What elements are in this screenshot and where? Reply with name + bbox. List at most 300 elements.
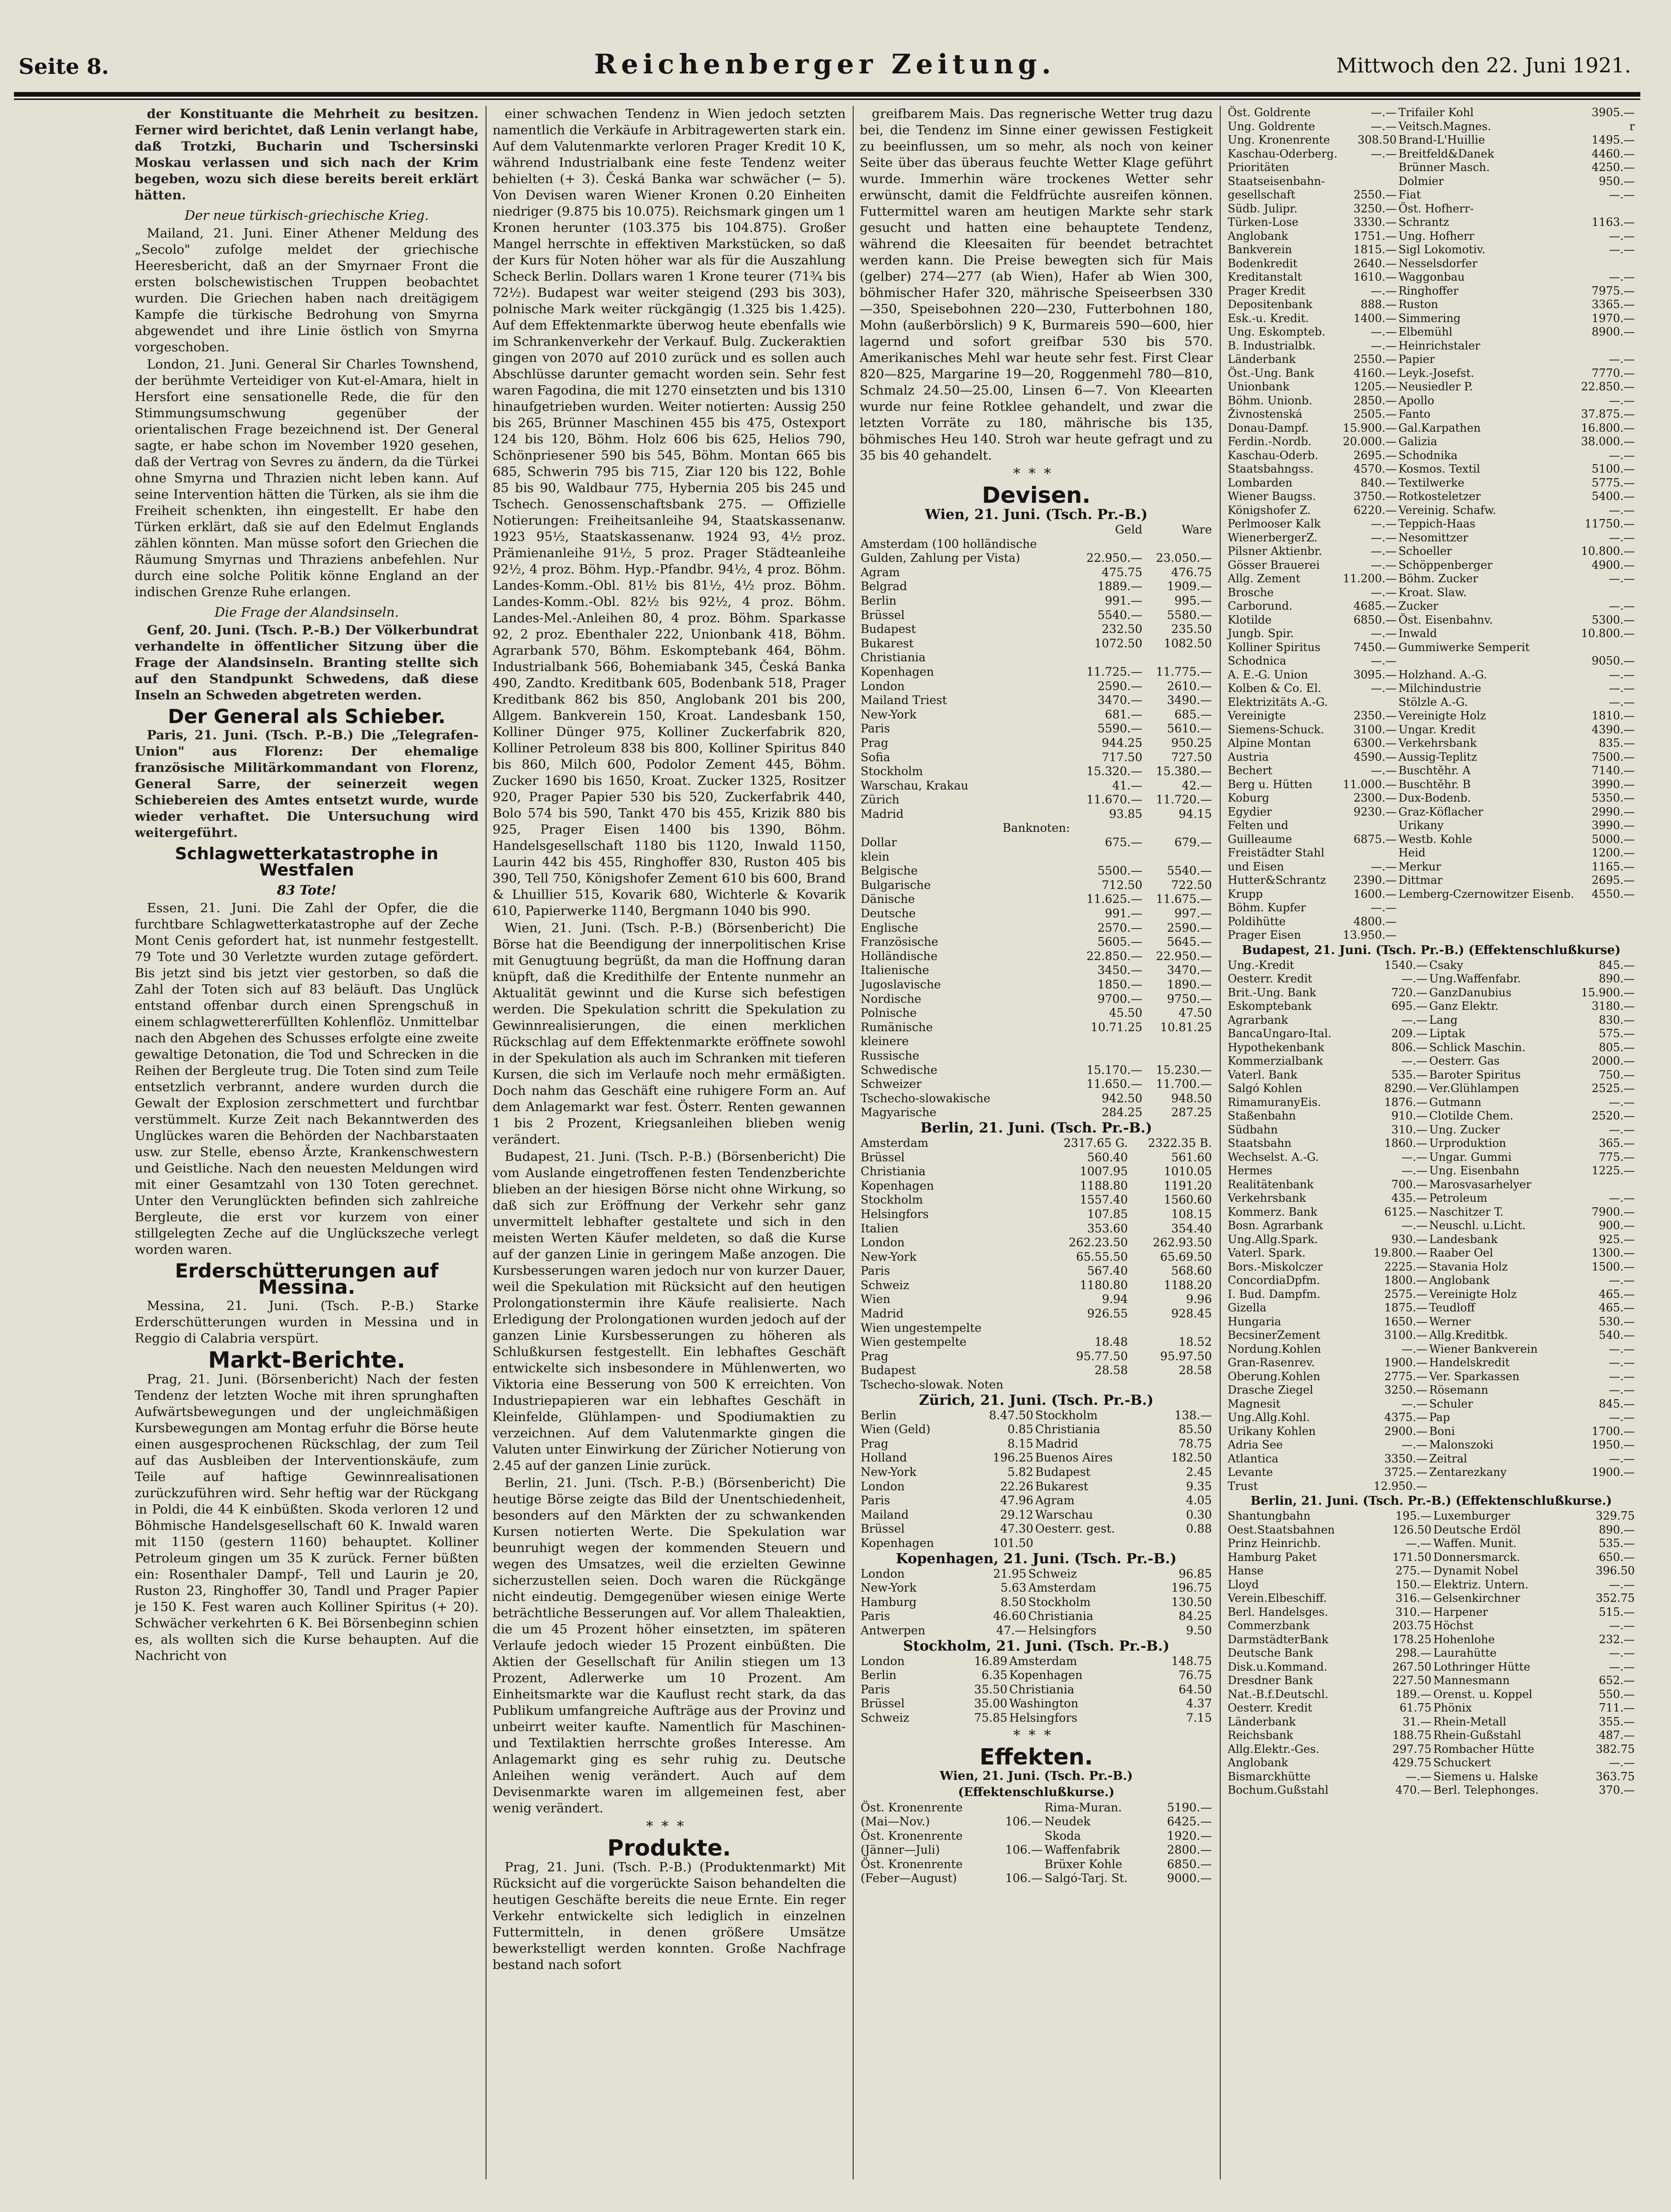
table-cell: —.— bbox=[1401, 1342, 1428, 1356]
table-cell: Ruston bbox=[1398, 298, 1438, 311]
table-cell: 11.700.— bbox=[1156, 1077, 1212, 1091]
table-cell: 126.50 bbox=[1392, 1523, 1432, 1536]
berlin-effekten-table bbox=[1227, 1509, 1636, 1797]
table-cell: Südb. Julipr. bbox=[1228, 202, 1298, 215]
table-cell: Pap bbox=[1429, 1411, 1450, 1424]
table-cell: Stavania Holz bbox=[1429, 1260, 1508, 1273]
table-cell: Böhm. Kupfer bbox=[1228, 901, 1306, 914]
table-cell: 15.230.— bbox=[1156, 1063, 1212, 1077]
table-row bbox=[860, 1536, 1213, 1551]
table-cell: 475.75 bbox=[1101, 565, 1143, 579]
table-row bbox=[860, 949, 1213, 964]
table-cell: 2640.— bbox=[1353, 257, 1397, 270]
table-cell bbox=[1579, 257, 1636, 271]
table-cell: 1400.— bbox=[1353, 311, 1397, 325]
table-cell: —.— bbox=[1405, 1770, 1432, 1783]
table-row bbox=[1227, 1000, 1636, 1014]
table-cell: 188.75 bbox=[1392, 1729, 1432, 1742]
table-cell: 470.— bbox=[1395, 1784, 1432, 1797]
table-cell: —.— bbox=[1370, 558, 1397, 572]
table-cell: 8.15 bbox=[1007, 1436, 1033, 1450]
table-cell: London bbox=[861, 679, 905, 693]
table-cell: Elbemühl bbox=[1398, 325, 1453, 338]
table-cell: 2590.— bbox=[1097, 679, 1143, 693]
table-cell: Clotilde Chem. bbox=[1429, 1109, 1513, 1122]
table-cell: 535.— bbox=[1599, 1537, 1635, 1550]
table-row bbox=[1227, 696, 1636, 710]
table-cell: 930.— bbox=[1391, 1232, 1428, 1246]
table-cell: Disk.u.Kommand. bbox=[1228, 1660, 1328, 1673]
table-cell: 2390.— bbox=[1353, 874, 1397, 887]
table-cell: Stockholm bbox=[861, 764, 923, 778]
table-cell: 2695.— bbox=[1592, 874, 1635, 887]
table-cell: 15.320.— bbox=[1086, 764, 1143, 778]
table-row bbox=[860, 1049, 1213, 1063]
table-cell: 900.— bbox=[1599, 1219, 1635, 1232]
column-divider bbox=[853, 106, 854, 2179]
table-row bbox=[1227, 449, 1636, 463]
table-cell: Ringhoffer bbox=[1398, 284, 1459, 297]
table-row bbox=[1227, 1054, 1636, 1068]
table-cell: Berlin bbox=[861, 1408, 897, 1422]
table-cell: —.— bbox=[1370, 586, 1397, 599]
table-cell: 5540.— bbox=[1097, 608, 1143, 622]
table-row bbox=[860, 1815, 1213, 1829]
table-cell: Rhein-Metall bbox=[1433, 1715, 1507, 1728]
table-cell: 10.81.25 bbox=[1160, 1020, 1212, 1034]
table-cell: (Feber—August) bbox=[861, 1871, 957, 1885]
table-cell: 9050.— bbox=[1592, 654, 1635, 667]
table-cell: 1751.— bbox=[1353, 229, 1397, 243]
table-cell: 1560.60 bbox=[1164, 1193, 1212, 1207]
table-cell: 700.— bbox=[1391, 1178, 1428, 1191]
table-cell: Inwald bbox=[1398, 627, 1437, 640]
table-cell: Reichsbank bbox=[1228, 1729, 1293, 1742]
table-cell: Öst.-Ung. Bank bbox=[1228, 366, 1314, 380]
table-cell: Böhm. Zucker bbox=[1398, 572, 1478, 585]
table-cell: Gelsenkirchner bbox=[1433, 1592, 1520, 1605]
table-cell: New-York bbox=[861, 707, 917, 721]
table-row bbox=[1227, 860, 1636, 874]
column-1 bbox=[135, 106, 479, 2179]
table-cell bbox=[1074, 850, 1144, 864]
table-row bbox=[1227, 764, 1636, 778]
table-cell: Siemens u. Halske bbox=[1433, 1770, 1538, 1783]
table-cell: Laurahütte bbox=[1433, 1646, 1497, 1659]
table-row bbox=[860, 921, 1213, 935]
table-cell bbox=[1129, 1321, 1213, 1336]
table-cell: Dollar bbox=[861, 836, 897, 849]
table-row bbox=[860, 1857, 1213, 1872]
table-cell: Eskomptebank bbox=[1228, 1000, 1312, 1013]
table-cell: Kopenhagen bbox=[1009, 1668, 1083, 1682]
table-row bbox=[1227, 312, 1636, 326]
table-cell: 20.000.— bbox=[1342, 435, 1397, 448]
table-row bbox=[860, 836, 1213, 850]
table-cell: Donau-Dampf. bbox=[1228, 421, 1309, 434]
table-cell: 550.— bbox=[1599, 1687, 1635, 1701]
table-cell: 2590.— bbox=[1167, 921, 1212, 935]
table-cell: 37.875.— bbox=[1581, 408, 1635, 421]
table-cell: 15.380.— bbox=[1156, 764, 1212, 778]
table-row bbox=[860, 750, 1213, 765]
table-row bbox=[1227, 1315, 1636, 1329]
table-cell: 297.75 bbox=[1392, 1742, 1432, 1756]
table-row bbox=[860, 1843, 1213, 1857]
table-row bbox=[1227, 476, 1636, 490]
table-cell: 11.675.— bbox=[1156, 892, 1212, 906]
table-row bbox=[860, 693, 1213, 708]
table-cell: Schweizer bbox=[861, 1077, 922, 1091]
table-cell: —.— bbox=[1609, 229, 1635, 243]
table-row bbox=[1227, 750, 1636, 764]
table-cell: Wien ungestempelte bbox=[861, 1321, 982, 1335]
table-row bbox=[1227, 1041, 1636, 1055]
table-cell bbox=[1341, 819, 1397, 833]
table-row bbox=[860, 864, 1213, 878]
table-cell: 675.— bbox=[1105, 836, 1143, 849]
table-row bbox=[860, 637, 1213, 651]
table-row bbox=[1227, 1123, 1636, 1137]
table-cell: 3100.— bbox=[1353, 723, 1397, 736]
table-cell: Holländische bbox=[861, 949, 938, 963]
table-cell: 76.75 bbox=[1178, 1668, 1212, 1682]
table-cell: 101.50 bbox=[993, 1536, 1033, 1550]
table-cell bbox=[1074, 1049, 1144, 1063]
table-cell: Oesterr. Kredit bbox=[1228, 972, 1312, 985]
table-cell: Anglobank bbox=[1228, 229, 1288, 243]
table-cell bbox=[1566, 1178, 1636, 1192]
table-cell: Zucker bbox=[1398, 599, 1439, 612]
table-cell: Helsingfors bbox=[1028, 1623, 1097, 1637]
table-row bbox=[860, 1207, 1213, 1222]
table-cell: Lothringer Hütte bbox=[1433, 1660, 1531, 1673]
table-cell: Mailand Triest bbox=[861, 693, 947, 707]
table-cell: 11.775.— bbox=[1156, 665, 1212, 678]
table-cell: 2550.— bbox=[1353, 353, 1397, 366]
table-cell: 925.— bbox=[1599, 1232, 1635, 1246]
table-cell: Oesterr. Gas bbox=[1429, 1054, 1500, 1067]
table-cell: —.— bbox=[1609, 1452, 1635, 1465]
table-row bbox=[860, 1683, 1213, 1697]
devisen-stockholm-table bbox=[860, 1654, 1213, 1725]
table-cell: Vereinigte Holz bbox=[1429, 1287, 1517, 1301]
table-row bbox=[860, 665, 1213, 679]
table-cell: —.— bbox=[1609, 599, 1635, 612]
table-cell: Kolben & Co. El. bbox=[1228, 682, 1322, 695]
table-cell bbox=[1397, 901, 1579, 915]
table-cell: Berl. Telephonges. bbox=[1433, 1784, 1539, 1797]
table-cell: Felten und bbox=[1228, 819, 1289, 832]
table-cell: Budapest bbox=[861, 622, 916, 636]
table-cell: 1815.— bbox=[1353, 243, 1397, 256]
table-cell: 942.50 bbox=[1101, 1091, 1143, 1105]
table-cell: 750.— bbox=[1599, 1068, 1635, 1081]
table-cell: Vereinigte bbox=[1228, 709, 1286, 722]
table-cell: (Mai—Nov.) bbox=[861, 1815, 930, 1829]
article-paragraph: Berlin, 21. Juni. (Tsch. P.-B.) (Börsenbericht) Die heutige Börse zeigte das Bild der Unentschiedenheit, besonders auf den Märkten der zu schwankenden Kursen notierten Werte. Die Spekulation war beunruhigt wegen der kommenden Steuern und wegen des Umsatzes, weil die erzielten Gewinne sicherzustellen seien. Doch waren die Rückgänge nicht eindeutig. Demgegenüber wiesen einige Werte beträchtliche Besserungen auf. Vor allem Thaleaktien, die um 45 Prozent höher einsetzten, im späteren Verlaufe jedoch wieder 15 Prozent einbüßten. Die Aktien der Gesellschaft für Anilin stiegen um 13 Prozent, Adlerwerke um 10 Prozent. Am Einheitsmarkte war die Kauflust recht stark, da das Publikum umfangreiche Aufträge aus der Provinz und unbeirrt weiter kaufte. Namentlich für Maschinen- und Textilaktien herrschte großes Interesse. Am Anlagemarkt ging es sehr ruhig zu. Deutsche Anleihen wenig verändert. Auch auf dem Devisenmarkte waren im allgemeinen fest, aber wenig verändert. bbox=[493, 1475, 846, 1816]
table-cell: Pilsner Aktienbr. bbox=[1228, 545, 1322, 558]
table-cell: 2322.35 B. bbox=[1148, 1136, 1212, 1150]
table-cell: 2550.— bbox=[1353, 188, 1397, 201]
table-cell: 890.— bbox=[1599, 972, 1635, 985]
table-cell: Landesbank bbox=[1429, 1232, 1498, 1246]
table-cell: 1300.— bbox=[1592, 1246, 1635, 1259]
table-cell: Ungar. Kredit bbox=[1398, 723, 1476, 736]
table-row bbox=[860, 1020, 1213, 1035]
column-divider bbox=[1220, 106, 1221, 2179]
table-row bbox=[860, 1292, 1213, 1307]
table-cell: 287.25 bbox=[1171, 1106, 1212, 1119]
table-cell: 2525.— bbox=[1592, 1082, 1635, 1095]
table-cell: Nesomittzer bbox=[1398, 531, 1468, 544]
table-row bbox=[1227, 1425, 1636, 1439]
table-row bbox=[860, 1106, 1213, 1120]
table-cell: 148.75 bbox=[1171, 1654, 1212, 1668]
masthead: Reichenberger Zeitung. bbox=[594, 48, 1056, 80]
table-cell: Ung.Waffenfabr. bbox=[1429, 972, 1521, 985]
table-cell: 365.— bbox=[1599, 1137, 1635, 1150]
table-cell: Phönix bbox=[1433, 1701, 1472, 1714]
table-row bbox=[1227, 586, 1636, 600]
table-cell: Kopenhagen bbox=[861, 1178, 934, 1192]
table-row bbox=[860, 537, 1213, 552]
article-subheading: Die Frage der Alandsinseln. bbox=[214, 605, 399, 620]
table-cell: Kaschau-Oderberg. bbox=[1228, 147, 1338, 160]
table-cell: Staatsbahngss. bbox=[1228, 462, 1314, 475]
table-cell bbox=[1341, 846, 1397, 860]
table-row bbox=[1227, 435, 1636, 449]
table-row bbox=[860, 1222, 1213, 1236]
table-cell: Buschtěhr. B bbox=[1398, 777, 1471, 791]
table-cell: 5645.— bbox=[1167, 935, 1212, 949]
table-cell: —.— bbox=[1401, 1150, 1428, 1164]
table-cell: Paris bbox=[861, 1494, 890, 1508]
table-cell: 1876.— bbox=[1384, 1095, 1428, 1109]
table-cell: Christiania bbox=[861, 651, 926, 665]
table-cell: Depositenbank bbox=[1228, 298, 1313, 311]
table-cell: Italienische bbox=[861, 963, 929, 977]
table-row bbox=[1227, 230, 1636, 244]
table-cell: 6220.— bbox=[1353, 503, 1397, 517]
table-cell: Amsterdam (100 holländische bbox=[861, 537, 1037, 551]
table-cell: Brüssel bbox=[861, 1522, 905, 1536]
table-cell: Bochum.Gußstahl bbox=[1228, 1784, 1329, 1797]
table-cell: 3100.— bbox=[1384, 1329, 1428, 1342]
table-row bbox=[1227, 791, 1636, 805]
table-cell: London bbox=[861, 1479, 905, 1493]
table-cell: 465.— bbox=[1599, 1287, 1635, 1301]
table-cell: Teudloff bbox=[1429, 1301, 1475, 1314]
table-cell: 711.— bbox=[1599, 1701, 1635, 1714]
table-cell: Vereinigte Holz bbox=[1398, 709, 1486, 722]
table-cell: 15.900.— bbox=[1581, 986, 1635, 999]
table-cell: Lang bbox=[1429, 1013, 1458, 1027]
table-cell: Christiania bbox=[1035, 1422, 1100, 1436]
table-cell: Allg. Zement bbox=[1228, 572, 1301, 585]
table-cell: Verkehrsbank bbox=[1398, 737, 1477, 750]
table-cell: 329.75 bbox=[1596, 1509, 1635, 1522]
table-cell: 2317.65 G. bbox=[1063, 1136, 1128, 1150]
table-cell: Trifailer Kohl bbox=[1398, 106, 1474, 119]
table-cell: —.— bbox=[1405, 1537, 1432, 1550]
table-row bbox=[1227, 1606, 1636, 1620]
table-cell: Öst. Kronenrente bbox=[861, 1857, 963, 1871]
table-cell: 1600.— bbox=[1353, 887, 1397, 901]
table-cell: 4390.— bbox=[1592, 723, 1635, 736]
table-cell bbox=[1397, 915, 1579, 929]
dateline: Mittwoch den 22. Juni 1921. bbox=[1336, 54, 1631, 78]
table-cell: Deutsche Bank bbox=[1228, 1646, 1313, 1659]
table-cell: 3365.— bbox=[1592, 298, 1635, 311]
table-cell: Harpener bbox=[1433, 1605, 1488, 1619]
table-cell: 1165.— bbox=[1592, 860, 1635, 873]
table-cell: Ver. Sparkassen bbox=[1429, 1369, 1520, 1383]
table-cell: Brüssel bbox=[861, 1697, 905, 1711]
table-cell: Warschau, Krakau bbox=[861, 778, 968, 792]
table-cell: —.— bbox=[1609, 448, 1635, 462]
table-cell: Ung.Allg.Kohl. bbox=[1228, 1411, 1310, 1424]
wien-effekten-table bbox=[1227, 106, 1636, 942]
table-cell: Höchst bbox=[1433, 1619, 1474, 1632]
table-cell: 991.— bbox=[1105, 593, 1143, 607]
table-cell: 8900.— bbox=[1592, 325, 1635, 338]
table-row bbox=[1227, 1370, 1636, 1384]
table-cell: Zeitral bbox=[1429, 1452, 1467, 1465]
table-cell: 262.93.50 bbox=[1152, 1236, 1212, 1250]
table-row bbox=[1227, 613, 1636, 627]
table-cell: Zürich bbox=[861, 793, 900, 807]
table-row bbox=[1227, 1551, 1636, 1565]
table-cell: Liptak bbox=[1429, 1027, 1466, 1040]
article-paragraph: greifbarem Mais. Das regnerische Wetter trug dazu bei, die Tendenz im Sinne einer gewissen Festigkeit zu beeinflussen, um so mehr, als noch von keiner Seite über das überaus feuchte Wetter Klage geführt wurde. Immerhin wäre trockenes Wetter sehr erwünscht, damit die Feldfrüchte ausreifen können. Futtermittel waren am heutigen Markte sehr stark gesucht und hatten eine behauptete Tendenz, während die Kleesaiten für beendet betrachtet werden kann. Die Preise bewegten sich für Mais (gelber) 274—277 (ab Wien), Hafer ab Wien 300, böhmischer Hafer 320, mährische Speiseerbsen 330—350, Speisebohnen 220—230, Futterbohnen 180, Mohn (außerbörslich) 9 K, Burmareis 590—600, hier lagernd und sofort greifbar 530 bis 570. Amerikanisches Mehl war heute sehr fest. First Clear 820—825, Margarine 19—20, Roggenmehl 780—810, Schmalz 24.50—25.00, Linsen 6—7. Von Kleearten wurde nur feine Rotklee gehandelt, und zwar die letzten Vorräte zu 180, mährische bis 135, böhmisches Heu 140. Stroh war heute gefragt und zu 35 bis 40 gehandelt. bbox=[860, 106, 1213, 463]
table-cell: London bbox=[861, 1567, 905, 1580]
table-cell: Hungaria bbox=[1228, 1315, 1281, 1328]
table-row bbox=[1227, 147, 1636, 161]
table-cell: London bbox=[861, 1654, 905, 1668]
table-cell: 540.— bbox=[1599, 1329, 1635, 1342]
table-cell: 720.— bbox=[1391, 986, 1428, 999]
table-cell: Ung. Eskompteb. bbox=[1228, 325, 1326, 338]
table-row bbox=[860, 1422, 1213, 1437]
table-cell: Gutmann bbox=[1429, 1095, 1481, 1109]
table-cell: 5500.— bbox=[1097, 864, 1143, 878]
table-cell: 22.850.— bbox=[1581, 380, 1635, 393]
table-row bbox=[1227, 462, 1636, 476]
table-cell: 845.— bbox=[1599, 1397, 1635, 1410]
table-cell: Länderbank bbox=[1228, 353, 1296, 366]
table-row bbox=[1227, 1770, 1636, 1784]
table-cell: Ung. Hofherr bbox=[1398, 229, 1474, 243]
table-cell: Dux-Bodenb. bbox=[1398, 791, 1471, 804]
table-cell: Helsingfors bbox=[1009, 1711, 1078, 1725]
table-cell: New-York bbox=[861, 1581, 917, 1595]
table-cell: ConcordiaDpfm. bbox=[1228, 1274, 1320, 1287]
table-cell bbox=[1341, 161, 1397, 175]
table-cell: Petroleum bbox=[1429, 1192, 1487, 1205]
table-cell: Fiat bbox=[1398, 188, 1421, 201]
table-cell: 3725.— bbox=[1384, 1466, 1428, 1479]
table-cell: Bodenkredit bbox=[1228, 257, 1298, 270]
table-cell: Marosvasarhelyer bbox=[1429, 1178, 1532, 1191]
table-cell: Commerzbank bbox=[1228, 1619, 1310, 1632]
table-cell: 95.97.50 bbox=[1160, 1349, 1212, 1363]
table-cell: 926.55 bbox=[1087, 1307, 1128, 1321]
devisen-zuerich-table bbox=[860, 1409, 1213, 1551]
table-cell: 195.— bbox=[1395, 1509, 1432, 1522]
table-row bbox=[860, 1711, 1213, 1725]
table-cell: —.— bbox=[1370, 654, 1397, 667]
table-cell: 5400.— bbox=[1592, 490, 1635, 503]
table-cell: —.— bbox=[1609, 695, 1635, 709]
table-cell: Unionbank bbox=[1228, 380, 1289, 393]
section-separator: *** bbox=[646, 1818, 692, 1835]
table-row bbox=[1227, 819, 1636, 833]
table-cell bbox=[1074, 1034, 1144, 1049]
table-cell bbox=[1074, 651, 1144, 665]
table-cell: 5540.— bbox=[1167, 864, 1212, 878]
table-row bbox=[860, 1829, 1213, 1843]
table-cell: BecsinerZement bbox=[1228, 1329, 1321, 1342]
table-cell: Gal.Karpathen bbox=[1398, 421, 1481, 434]
article-paragraph: Paris, 21. Juni. (Tsch. P.-B.) Die „Telegrafen-Union" aus Florenz: Der ehemalige französische Militärkommandant von Florenz, General Sarre, der seinerzeit wegen Schiebereien des Amtes entsetzt wurde, wurde wieder verhaftet. Die Untersuchung wird weitergeführt. bbox=[135, 728, 479, 840]
table-row bbox=[860, 1437, 1213, 1451]
table-row bbox=[1227, 1274, 1636, 1288]
table-cell: Staatsbahn bbox=[1228, 1137, 1292, 1150]
table-cell: Schuckert bbox=[1433, 1756, 1491, 1769]
table-cell: Berlin bbox=[861, 593, 897, 607]
table-row bbox=[860, 551, 1213, 566]
article-paragraph: Prag, 21. Juni. (Börsenbericht) Nach der festen Tendenz der letzten Woche mit ihren sprunghaften Aufwärtsbewegungen und der ungleichmäßigen Kursbewegungen am Montag erfuhr die Börse heute einen ausgesprochenen Rückschlag, der zum Teil auf das Ausbleiben der Interventionskäufe, zum Teile auf haftige Gewinnrealisationen zurückzuführen wird. Sehr heftig war der Rückgang in Poldi, die 44 K einbüßten. Skoda verloren 12 und Böhmische Handelsgesellschaft 60 K. Inwald waren mit 1150 (gestern 1160) behauptet. Kolliner Petroleum gingen um 35 K zurück. Ferner büßten ein: Rosenthaler Dampf-, Tell und Laurin je 20, Ruston 23, Ringhoffer 30, Tandl und Prager Papier je 150 K. Fest waren auch Kolliner Spiritus (+ 20). Schwächer verkehrten 6 K. Bei Börsenbeginn schien es, als wollten sich die Kurse behaupten. Auf die Nachricht von bbox=[135, 1372, 479, 1663]
table-cell bbox=[1566, 1480, 1636, 1494]
table-cell: 3450.— bbox=[1097, 963, 1143, 977]
table-row bbox=[860, 1193, 1213, 1207]
table-cell: 106.— bbox=[1005, 1843, 1043, 1857]
section-headline: Produkte. bbox=[607, 1835, 731, 1861]
table-cell: —.— bbox=[1609, 531, 1635, 544]
table-cell: Allg.Kreditbk. bbox=[1429, 1329, 1508, 1342]
table-cell: Anglobank bbox=[1429, 1274, 1490, 1287]
table-cell: 130.50 bbox=[1171, 1595, 1212, 1609]
table-row bbox=[860, 579, 1213, 594]
table-row bbox=[1227, 1246, 1636, 1260]
table-cell: Agrarbank bbox=[1228, 1013, 1288, 1027]
table-cell: Stockholm bbox=[1028, 1595, 1091, 1609]
table-row bbox=[860, 608, 1213, 623]
table-cell: Paris bbox=[861, 722, 890, 736]
market-table-title: Wien, 21. Juni. (Tsch. Pr.-B.) (Effektenschlußkurse.) bbox=[940, 1769, 1133, 1799]
table-cell: Hohenlohe bbox=[1433, 1633, 1495, 1646]
table-cell: —.— bbox=[1401, 972, 1428, 985]
table-cell: 2.45 bbox=[1186, 1465, 1212, 1479]
table-cell: 5590.— bbox=[1097, 722, 1143, 736]
table-row bbox=[860, 622, 1213, 637]
table-row bbox=[860, 978, 1213, 992]
table-cell: 2505.— bbox=[1353, 408, 1397, 421]
table-cell: Prag bbox=[861, 1349, 888, 1363]
table-cell: Amsterdam bbox=[1009, 1654, 1077, 1668]
table-cell: Milchindustrie bbox=[1398, 682, 1481, 695]
table-cell: Brosche bbox=[1228, 586, 1274, 599]
table-cell: Prag bbox=[861, 1436, 888, 1450]
table-cell: 1163.— bbox=[1592, 216, 1635, 229]
table-cell bbox=[1143, 1034, 1213, 1049]
table-row bbox=[1227, 120, 1636, 134]
table-cell: Guilleaume bbox=[1228, 832, 1292, 846]
table-cell: Wien gestempelte bbox=[861, 1335, 967, 1349]
table-cell: 382.75 bbox=[1596, 1742, 1635, 1756]
table-cell: Buschtěhr. A bbox=[1398, 764, 1471, 777]
